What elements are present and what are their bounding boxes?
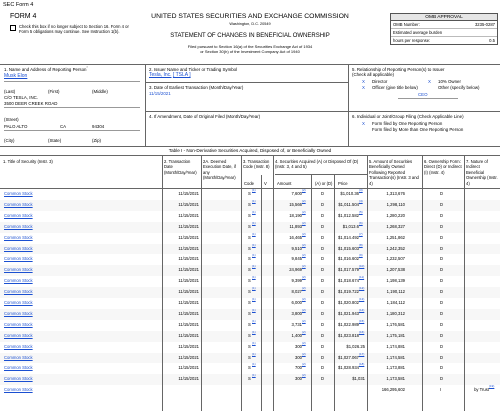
transaction-date: 11/15/2021 xyxy=(178,256,199,262)
box2-label: 2. Issuer Name and Ticker or Trading Symbol xyxy=(149,67,238,72)
divider xyxy=(241,155,242,411)
acquired-disposed: D xyxy=(321,201,325,207)
security-title-link[interactable]: Common Stock xyxy=(4,256,33,262)
col-date-header: 2. Transaction Date (Month/Day/Year) xyxy=(164,159,197,175)
transaction-date: 11/15/2021 xyxy=(178,321,199,327)
more-person-label: Form filed by More than One Reporting Person xyxy=(372,127,464,132)
owned-following: 1,198,139 xyxy=(386,278,405,284)
table-row: Common Stock 11/15/2021 S (1) 6,000 (2) D $1,020.802 (13) 1,184,112 D xyxy=(4,297,444,305)
box1-label: 1. Name and Address of Reporting Person* xyxy=(4,65,88,72)
transaction-code: S xyxy=(248,245,251,251)
ownership-form: D xyxy=(440,234,444,240)
form-number: FORM 4 xyxy=(10,13,37,20)
owned-following: 1,207,538 xyxy=(386,267,405,273)
acquired-disposed: D xyxy=(321,256,325,262)
address-line1: C/O TESLA, INC. xyxy=(4,95,39,100)
divider xyxy=(0,64,500,65)
ownership-form: D xyxy=(440,310,444,316)
col-code-header: 3. Transaction Code (Instr. 8) xyxy=(243,159,270,170)
ownership-form: D xyxy=(440,201,444,207)
shares-amount: 9,399 xyxy=(291,278,302,284)
transaction-code: S xyxy=(248,201,251,207)
divider xyxy=(311,175,312,411)
table-row: Common Stock 11/15/2021 S (1) 300 (2) D $1,027.067 (17) 1,174,581 D xyxy=(0,353,500,364)
acquired-disposed: D xyxy=(321,267,325,273)
transaction-code: S xyxy=(248,321,251,327)
price-value: $1,014.492 xyxy=(338,234,359,240)
filed-pursuant-text: Filed pursuant to Section 16(a) of the Securities Exchange Act of 1934 or Section 30(h) of the Investment Company Act of 1940 xyxy=(187,44,313,55)
owner-label: 10% Owner xyxy=(438,79,461,84)
divider xyxy=(145,111,500,112)
table-row: Common Stock 11/15/2021 S (1) 8,027 (2) D $1,019.722 (12) 1,190,112 D xyxy=(0,287,500,298)
other-label: Other (specify below) xyxy=(438,85,480,90)
owned-following: 1,242,352 xyxy=(386,245,405,251)
ownership-form: D xyxy=(440,343,444,349)
price-value: $1,031 xyxy=(352,376,365,382)
owned-following: 166,295,602 xyxy=(381,387,405,393)
price-value: $1,020.802 xyxy=(338,300,359,305)
acquired-disposed: D xyxy=(321,191,325,196)
owned-following: 1,268,327 xyxy=(386,223,405,229)
omb-row: Estimated average burden xyxy=(391,29,497,37)
owner-check: X xyxy=(428,79,431,84)
transaction-code: S xyxy=(248,354,251,360)
street-label: (Street) xyxy=(4,117,19,122)
col-title-header: 1. Title of Security (Instr. 3) xyxy=(3,159,53,164)
acquired-disposed: D xyxy=(321,376,325,382)
director-check: X xyxy=(362,79,365,84)
security-title-link[interactable]: Common Stock xyxy=(4,343,33,349)
checkbox-label: Check this box if no longer subject to Section 16. Form 4 or Form 5 obligations may continue. See Instruction 1(b). xyxy=(19,24,129,35)
owned-following: 1,280,220 xyxy=(386,212,405,218)
table-row: Common Stock 11/15/2021 S (1) 16,465 (2) D $1,014.492 (7) 1,251,862 D xyxy=(4,231,444,240)
transaction-date: 11/15/2021 xyxy=(178,365,199,371)
transaction-date: 11/15/2021 xyxy=(178,234,199,240)
ownership-form: D xyxy=(440,191,444,196)
divider xyxy=(201,155,202,411)
price-value: $1,026.25 xyxy=(346,343,365,349)
transaction-code: S xyxy=(248,278,251,284)
transaction-date: 11/15/2021 xyxy=(178,289,199,295)
acquired-disposed: D xyxy=(321,354,325,360)
transaction-date: 11/15/2021 xyxy=(178,267,199,273)
security-title-link[interactable]: Common Stock xyxy=(4,201,33,207)
owned-following: 1,173,581 xyxy=(386,376,405,382)
shares-amount: 8,027 xyxy=(291,289,302,295)
security-title-link[interactable]: Common Stock xyxy=(4,289,33,295)
col-form-header: 6. Ownership Form: Direct (D) or Indirect (I) (Instr. 4) xyxy=(424,159,462,175)
ownership-form: I xyxy=(440,387,442,393)
state-label: (State) xyxy=(48,138,62,143)
divider xyxy=(145,64,146,146)
table-row: Common Stock 11/15/2021 S (1) 11,893 (2) D $1,013.6 (6) 1,268,327 D xyxy=(0,222,500,233)
statement-title: STATEMENT OF CHANGES IN BENEFICIAL OWNERSHIP xyxy=(170,33,330,39)
price-value: $1,011.504 xyxy=(338,201,359,207)
owned-following: 1,251,862 xyxy=(386,234,405,240)
transaction-code: S xyxy=(248,212,251,218)
divider xyxy=(334,175,335,411)
shares-amount: 300 xyxy=(295,354,302,360)
tab-title: SEC Form 4 xyxy=(3,2,34,8)
shares-amount: 1,400 xyxy=(291,332,302,338)
table-title: Table I - Non-Derivative Securities Acquired, Disposed of, or Beneficially Owned xyxy=(168,148,332,153)
owned-following: 1,184,112 xyxy=(386,300,405,305)
security-title-link[interactable]: Common Stock xyxy=(4,234,33,240)
agency-title: UNITED STATES SECURITIES AND EXCHANGE COMMISSION xyxy=(151,13,349,20)
price-value: $1,021.943 xyxy=(338,310,359,316)
ownership-form: D xyxy=(440,365,444,371)
security-title-link[interactable]: Common Stock xyxy=(4,278,33,284)
owned-following: 1,180,312 xyxy=(386,310,405,316)
one-person-check: X xyxy=(362,121,365,126)
ownership-form: D xyxy=(440,212,444,218)
acquired-disposed: D xyxy=(321,245,325,251)
shares-amount: 11,893 xyxy=(289,223,302,229)
v-subheader: V xyxy=(264,181,267,186)
shares-amount: 300 xyxy=(295,376,302,382)
ad-subheader: (A) or (D) xyxy=(315,181,333,186)
transaction-code: S xyxy=(248,256,251,262)
table-row: Common Stock 11/15/2021 S (1) 3,800 (2) D $1,021.943 (14) 1,180,312 D xyxy=(0,309,500,320)
security-title-link[interactable]: Common Stock xyxy=(4,212,33,218)
shares-amount: 700 xyxy=(295,365,302,371)
transaction-date: 11/15/2021 xyxy=(178,354,199,360)
owned-following: 1,313,676 xyxy=(386,191,405,196)
table-row: Common Stock 166,295,602 I by Trust (19) xyxy=(4,384,495,393)
security-title-link[interactable]: Common Stock xyxy=(4,191,33,196)
owned-following: 1,190,112 xyxy=(386,289,405,295)
transaction-date: 11/15/2021 xyxy=(178,191,199,196)
omb-title: OMB APPROVAL xyxy=(391,14,497,21)
shares-amount: 6,000 xyxy=(291,300,302,305)
amount-subheader: Amount xyxy=(277,181,292,186)
col-deemed-header: 2A. Deemed Execution Date, if any (Month/Day/Year) xyxy=(203,159,236,181)
issuer-name xyxy=(149,73,191,79)
divider xyxy=(273,155,274,411)
ownership-form: D xyxy=(440,332,444,338)
ownership-form: D xyxy=(440,223,444,229)
ownership-form: D xyxy=(440,267,444,273)
security-title-link[interactable]: Common Stock xyxy=(4,245,33,251)
owned-following: 1,173,881 xyxy=(386,365,405,371)
section16-checkbox[interactable] xyxy=(10,25,16,31)
omb-row: hours per response: 0.5 xyxy=(393,38,495,43)
box3-label: 3. Date of Earliest Transaction (Month/Day/Year) xyxy=(149,85,244,90)
officer-title: CEO xyxy=(418,92,428,97)
ticker-link[interactable]: [ TSLA ] xyxy=(172,72,191,78)
table-row: Common Stock 11/15/2021 S (1) 300 (2) D $1,031 1,173,581 D xyxy=(0,374,500,385)
acquired-disposed: D xyxy=(321,332,325,338)
price-value: $1,023.818 xyxy=(338,332,359,338)
price-value: $1,018.674 xyxy=(338,278,359,284)
transaction-code: S xyxy=(248,289,251,295)
price-value: $1,010.36 xyxy=(340,191,359,196)
owned-following: 1,174,581 xyxy=(386,354,405,360)
agency-location: Washington, D.C. 20549 xyxy=(229,22,271,26)
owned-following: 1,176,581 xyxy=(386,321,405,327)
shares-amount: 24,969 xyxy=(289,267,302,273)
transaction-date: 11/15/2021 xyxy=(178,310,199,316)
shares-amount: 300 xyxy=(295,343,302,349)
price-value: $1,028.934 xyxy=(338,365,359,371)
last-label: (Last) xyxy=(4,89,16,94)
transaction-code: S xyxy=(248,300,251,305)
divider xyxy=(275,174,367,175)
ownership-form: D xyxy=(440,278,444,284)
price-value: $1,027.067 xyxy=(338,354,359,360)
owned-following: 1,175,181 xyxy=(386,332,405,338)
box4-label: 4. If Amendment, Date of Original Filed (Month/Day/Year) xyxy=(149,114,261,119)
security-title-link[interactable]: Common Stock xyxy=(4,332,33,338)
transaction-date: 11/15/2021 xyxy=(178,212,199,218)
table-row: Common Stock 11/15/2021 S (1) 24,969 (2) D $1,017.579 (10) 1,207,538 D xyxy=(0,265,500,276)
acquired-disposed: D xyxy=(321,289,325,295)
ownership-form: D xyxy=(440,300,444,305)
acquired-disposed: D xyxy=(321,223,325,229)
table-row: Common Stock 11/15/2021 S (1) 9,845 (2) D $1,016.602 (9) 1,232,507 D xyxy=(4,253,444,262)
transaction-date: 11/15/2021 xyxy=(178,300,199,305)
table-row: Common Stock 11/15/2021 S (1) 3,731 (2) D $1,022.989 (15) 1,176,581 D xyxy=(4,318,444,327)
omb-row: OMB Number: 3235-0287 xyxy=(393,22,495,27)
divider xyxy=(4,130,140,131)
divider xyxy=(0,146,500,147)
box6-label: 6. Individual or Joint/Group Filing (Check Applicable Line) xyxy=(352,114,464,119)
table-row: Common Stock 11/15/2021 S (1) 9,399 (2) D $1,018.674 (11) 1,198,139 D xyxy=(4,275,444,284)
shares-amount: 3,800 xyxy=(291,310,302,316)
first-label: (First) xyxy=(48,89,60,94)
divider xyxy=(0,155,500,156)
transaction-date: 11/15/2021 xyxy=(178,376,199,382)
price-value: $1,022.989 xyxy=(338,321,359,327)
security-title-link[interactable]: Common Stock xyxy=(4,354,33,360)
table-row: Common Stock 11/15/2021 S (1) 300 (2) D $1,026.25 1,174,881 D xyxy=(4,340,444,349)
box5-label: 5. Relationship of Reporting Person(s) to Issuer xyxy=(352,67,445,72)
reporting-person-link[interactable]: Musk Elon xyxy=(4,73,28,79)
code-subheader: Code xyxy=(244,181,255,186)
address-line2: 3500 DEER CREEK ROAD xyxy=(4,101,58,106)
omb-approval-box xyxy=(390,13,498,45)
shares-amount: 9,510 xyxy=(291,245,302,251)
divider xyxy=(4,107,140,108)
security-title-link[interactable]: Common Stock xyxy=(4,365,33,371)
transaction-date: 11/15/2021 xyxy=(178,278,199,284)
ownership-form: D xyxy=(440,256,444,262)
security-title-link[interactable]: Common Stock xyxy=(4,321,33,327)
transaction-code: S xyxy=(248,223,251,229)
officer-label: Officer (give title below) xyxy=(372,85,418,90)
acquired-disposed: D xyxy=(321,321,325,327)
transaction-code: S xyxy=(248,267,251,273)
price-value: $1,015.603 xyxy=(338,245,359,251)
col-acquired-header: 4. Securities Acquired (A) or Disposed Of (D) (Instr. 3, 4 and 5) xyxy=(275,159,359,170)
table-row: Common Stock 11/15/2021 S (1) 7,600 (2) D $1,010.36 (3) 1,313,676 D xyxy=(4,188,444,196)
price-value: $1,012.582 xyxy=(338,212,359,218)
ownership-form: D xyxy=(440,354,444,360)
middle-label: (Middle) xyxy=(92,89,108,94)
price-value: $1,019.722 xyxy=(338,289,359,295)
earliest-transaction-date: 11/15/2021 xyxy=(149,91,171,96)
col-nature-header: 7. Nature of Indirect Beneficial Ownership (Instr. 4) xyxy=(466,159,498,186)
owned-following: 1,298,110 xyxy=(386,201,405,207)
owned-following: 1,174,881 xyxy=(386,343,405,349)
shares-amount: 18,190 xyxy=(289,212,302,218)
divider xyxy=(261,175,262,411)
one-person-label: Form filed by One Reporting Person xyxy=(372,121,443,126)
acquired-disposed: D xyxy=(321,310,325,316)
divider xyxy=(464,155,465,411)
divider xyxy=(162,155,163,411)
shares-amount: 15,566 xyxy=(289,201,302,207)
divider xyxy=(367,155,368,411)
window-tab-bar xyxy=(0,0,500,9)
ownership-form: D xyxy=(440,321,444,327)
zip-value: 94304 xyxy=(92,124,105,129)
transaction-code: S xyxy=(248,365,251,371)
ownership-form: D xyxy=(440,376,444,382)
transaction-code: S xyxy=(248,191,251,196)
transaction-code: S xyxy=(248,234,251,240)
acquired-disposed: D xyxy=(321,343,325,349)
security-title-link[interactable]: Common Stock xyxy=(4,310,33,316)
table-row: Common Stock 11/15/2021 S (1) 700 (2) D $1,028.934 (18) 1,173,881 D xyxy=(4,362,444,371)
security-title-link[interactable]: Common Stock xyxy=(4,387,33,393)
owned-following: 1,232,507 xyxy=(386,256,405,262)
issuer-link[interactable]: Tesla, Inc. xyxy=(149,72,172,78)
director-label: Director xyxy=(372,79,388,84)
box5-sublabel: (Check all applicable) xyxy=(352,72,394,77)
table-row: Common Stock 11/15/2021 S (1) 9,510 (2) D $1,015.603 (8) 1,242,352 D xyxy=(0,244,500,255)
shares-amount: 7,600 xyxy=(291,191,302,196)
price-value: $1,016.602 xyxy=(338,256,359,262)
transaction-date: 11/15/2021 xyxy=(178,343,199,349)
security-title-link[interactable]: Common Stock xyxy=(4,300,33,305)
security-title-link[interactable]: Common Stock xyxy=(4,223,33,229)
shares-amount: 16,465 xyxy=(289,234,302,240)
table-row: Common Stock 11/15/2021 S (1) 18,190 (2) D $1,012.582 (5) 1,280,220 D xyxy=(4,209,444,218)
transaction-date: 11/15/2021 xyxy=(178,245,199,251)
acquired-disposed: D xyxy=(321,278,325,284)
divider xyxy=(4,81,140,82)
divider xyxy=(398,98,458,99)
price-subheader: Price xyxy=(338,181,348,186)
security-title-link[interactable]: Common Stock xyxy=(4,376,33,382)
acquired-disposed: D xyxy=(321,300,325,305)
ownership-form: D xyxy=(440,289,444,295)
city-value: PALO ALTO xyxy=(4,124,28,129)
security-title-link[interactable]: Common Stock xyxy=(4,267,33,273)
price-value: $1,013.6 xyxy=(342,223,359,229)
divider xyxy=(422,155,423,411)
divider xyxy=(145,82,348,83)
zip-label: (Zip) xyxy=(92,138,102,143)
transaction-code: S xyxy=(248,376,251,382)
acquired-disposed: D xyxy=(321,212,325,218)
divider xyxy=(348,64,349,146)
transaction-date: 11/15/2021 xyxy=(178,223,199,229)
ownership-nature: by Trust xyxy=(474,387,489,393)
transaction-code: S xyxy=(248,332,251,338)
col-owned-header: 5. Amount of Securities Beneficially Owned Following Reported Transaction(s) (Instr. 3 and 4) xyxy=(369,159,419,186)
price-value: $1,017.579 xyxy=(338,267,359,273)
acquired-disposed: D xyxy=(321,365,325,371)
transaction-date: 11/15/2021 xyxy=(178,201,199,207)
table-row: Common Stock 11/15/2021 S (1) 15,566 (2) D $1,011.504 (4) 1,298,110 D xyxy=(0,200,500,211)
transaction-code: S xyxy=(248,343,251,349)
officer-check: X xyxy=(362,85,365,90)
state-value: CA xyxy=(60,124,67,129)
shares-amount: 3,731 xyxy=(291,321,302,327)
transaction-date: 11/15/2021 xyxy=(178,332,199,338)
ownership-form: D xyxy=(440,245,444,251)
table-row: Common Stock 11/15/2021 S (1) 1,400 (2) D $1,023.818 (16) 1,175,181 D xyxy=(0,331,500,342)
city-label: (City) xyxy=(4,138,15,143)
acquired-disposed: D xyxy=(321,234,325,240)
transaction-code: S xyxy=(248,310,251,316)
shares-amount: 9,845 xyxy=(291,256,302,262)
